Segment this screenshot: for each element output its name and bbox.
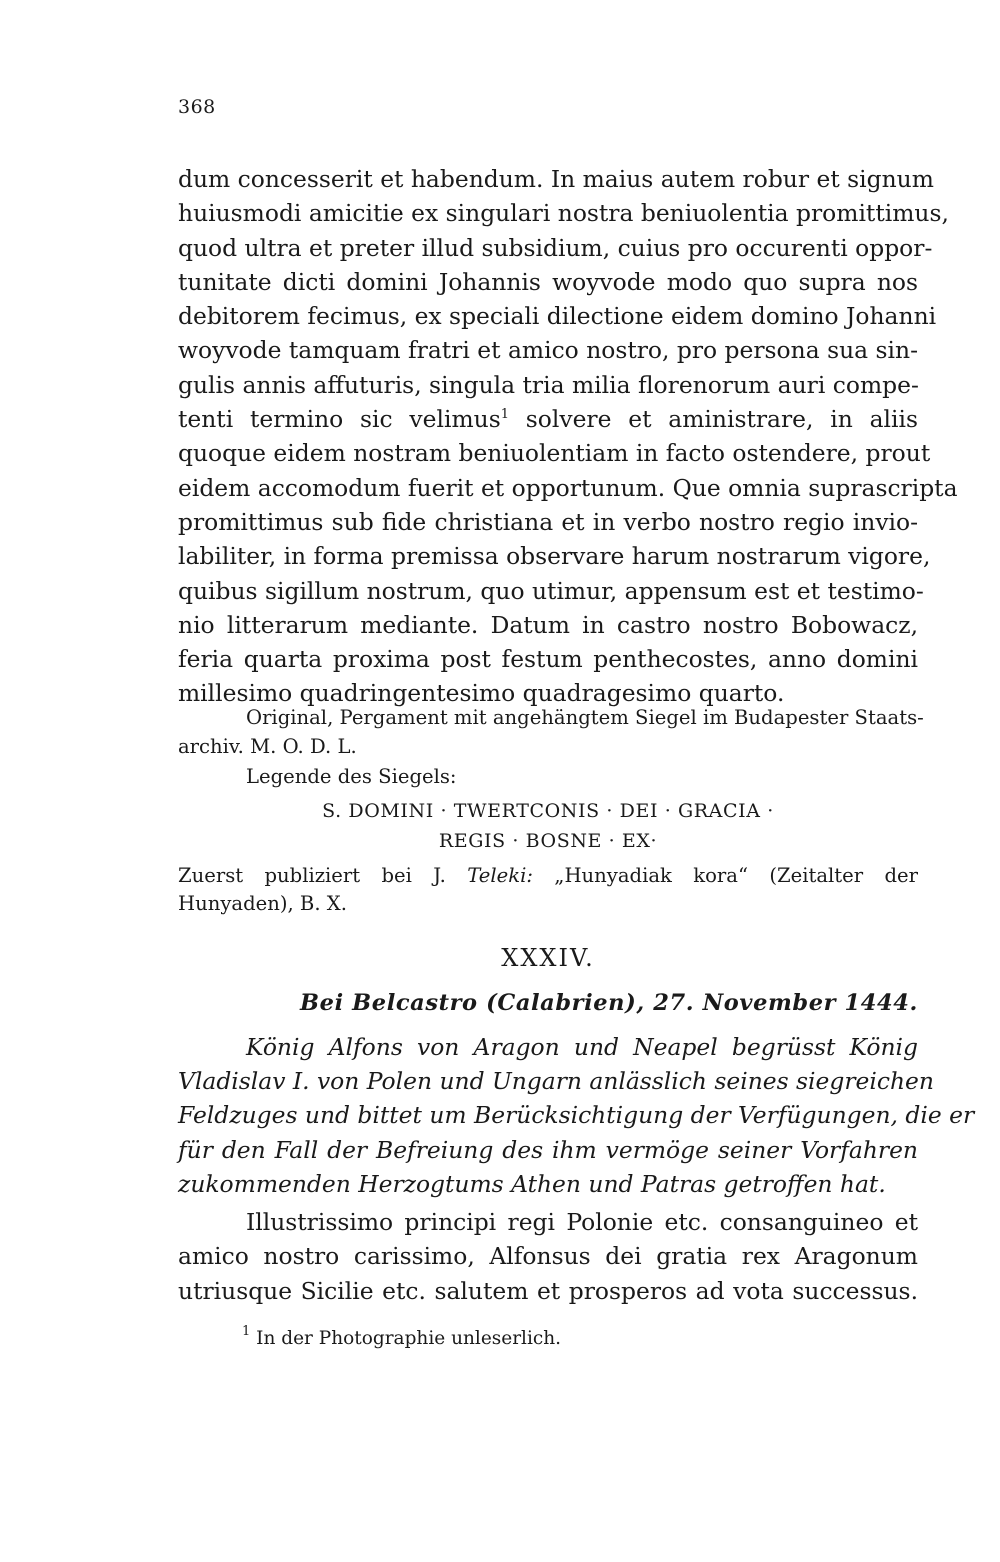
body-line: huiusmodi amicitie ex singulari nostra beniuolentia promittimus, <box>178 199 949 228</box>
footnote-reference: 1 <box>500 407 509 423</box>
seal-legend-line: S. DOMINI · TWERTCONIS · DEI · GRACIA · <box>322 799 774 822</box>
body-line: debitorem fecimus, ex speciali dilectione eidem domino Johanni <box>178 302 937 331</box>
body-line: nio litterarum mediante. Datum in castro nostro Bobowacz, <box>178 610 918 639</box>
body-line-with-footnote <box>178 402 918 436</box>
body-line-end: solvere et aministrare, in aliis <box>508 405 918 434</box>
footnote <box>242 1326 561 1352</box>
document-number: XXXIV. <box>501 944 595 972</box>
body-line: quod ultra et preter illud subsidium, cuius pro occurenti oppor- <box>178 233 933 262</box>
salutation-line: amico nostro carissimo, Alfonsus dei gratia rex Aragonum <box>178 1242 918 1271</box>
body-line: feria quarta proxima post festum penthecostes, anno domini <box>178 645 918 674</box>
body-line: gulis annis affuturis, singula tria milia florenorum auri compe- <box>178 370 919 399</box>
salutation <box>178 1205 918 1308</box>
body-line: labiliter, in forma premissa observare harum nostrarum vigore, <box>178 542 931 571</box>
body-line: promittimus sub fide christiana et in verbo nostro regio invio- <box>178 507 918 536</box>
salutation-line: Illustrissimo principi regi Polonie etc. consanguineo et <box>246 1208 918 1236</box>
body-line: millesimo quadringentesimo quadragesimo quarto. <box>178 679 785 708</box>
body-line: tunitate dicti domini Johannis woyvode modo quo supra nos <box>178 267 918 296</box>
regest-line: König Alfons von Aragon und Neapel begrüsst König <box>246 1033 918 1061</box>
publication-note-line: Hunyaden), B. X. <box>178 892 347 915</box>
seal-legend-line: REGIS · BOSNE · EX· <box>438 829 658 852</box>
legend-label: Legende des Siegels: <box>246 765 457 788</box>
body-line-start: tenti termino sic velimus <box>178 405 501 434</box>
body-line: dum concesserit et habendum. In maius autem robur et signum <box>178 165 934 193</box>
regest-line: zukommenden Herzogtums Athen und Patras getroffen hat. <box>178 1169 886 1198</box>
document-date-place: Bei Belcastro (Calabrien), 27. November 1444. <box>300 990 918 1016</box>
body-line: quoque eidem nostram beniuolentiam in facto ostendere, prout <box>178 439 931 468</box>
publication-author: Teleki: <box>467 863 533 887</box>
publication-note-start: Zuerst publiziert bei J. <box>178 863 468 887</box>
salutation-line: utriusque Sicilie etc. salutem et prosperos ad vota successus. <box>178 1276 918 1305</box>
original-note-line: archiv. M. O. D. L. <box>178 734 357 758</box>
regest-line: Feldzuges und bittet um Berücksichtigung der Verfügungen, die er <box>178 1101 975 1130</box>
body-text <box>178 162 958 711</box>
regest-line: Vladislav I. von Polen und Ungarn anlässlich seines siegreichen <box>178 1067 934 1096</box>
publication-note-end: „Hunyadiak kora“ (Zeitalter der <box>532 863 918 887</box>
body-line: eidem accomodum fuerit et opportunum. Que omnia suprascripta <box>178 473 958 502</box>
page-number: 368 <box>178 96 216 118</box>
body-line: woyvode tamquam fratri et amico nostro, pro persona sua sin- <box>178 336 918 365</box>
footnote-text: In der Photographie unleserlich. <box>250 1328 562 1349</box>
original-note-line: Original, Pergament mit angehängtem Siegel im Budapester Staats- <box>246 706 924 729</box>
regest <box>178 1030 975 1201</box>
body-line: quibus sigillum nostrum, quo utimur, appensum est et testimo- <box>178 576 924 605</box>
publication-note-line <box>178 862 918 891</box>
regest-line: für den Fall der Befreiung des ihm vermöge seiner Vorfahren <box>178 1135 918 1164</box>
source-notes <box>178 704 924 919</box>
footnote-mark: 1 <box>242 1324 251 1339</box>
